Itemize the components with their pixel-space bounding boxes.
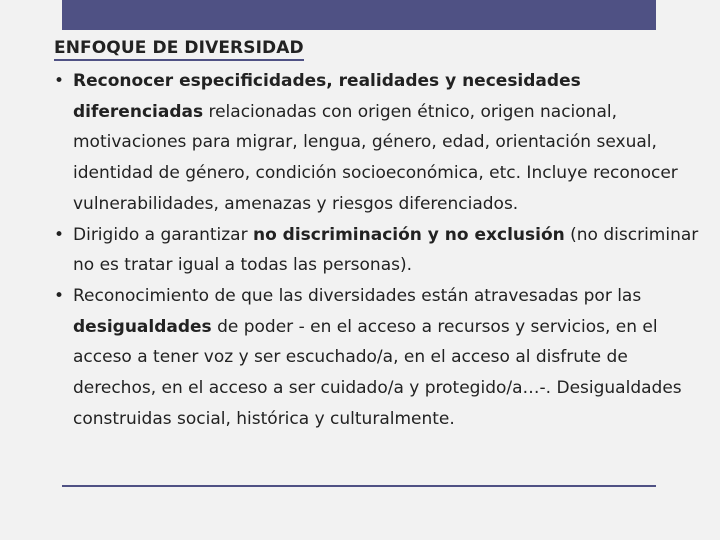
- bold-phrase: desigualdades: [73, 316, 212, 337]
- header-decor-bar: [62, 0, 656, 30]
- bullet-dot-icon: •: [54, 224, 65, 245]
- text-run: Dirigido a garantizar: [73, 224, 253, 245]
- text-run: relacionadas con origen étnico, origen nacional, motivaciones para migrar, lengua, género, edad, orientación sexual, identidad de género, condición socioeconómica, etc. Incluye reconocer vulnerabilidades, amenazas y riesgos diferenciados.: [73, 101, 678, 214]
- footer-divider: [62, 485, 656, 487]
- bullet-dot-icon: •: [54, 285, 65, 306]
- bullet-dot-icon: •: [54, 71, 65, 91]
- page-title: ENFOQUE DE DIVERSIDAD: [54, 37, 304, 61]
- text-run: de poder - en el acceso a recursos y servicios, en el acceso a tener voz y ser escuchado/a, en el acceso al disfrute de derechos, en el acceso a ser cuidado/a y protegido/a…-. Desigualdades construidas social, histórica y culturalmente.: [73, 316, 682, 429]
- bold-phrase: no discriminación y no exclusión: [252, 224, 565, 245]
- bullet-list: [54, 66, 704, 434]
- bullet-item: [54, 220, 704, 281]
- bullet-item: [54, 281, 704, 435]
- bullet-text: [73, 66, 704, 220]
- text-run: (no discriminar no es tratar igual a todas las personas).: [73, 224, 699, 276]
- bold-phrase: Reconocer especificidades, realidades y necesidades diferenciadas: [73, 71, 581, 122]
- bullet-text: [73, 220, 704, 281]
- bullet-text: [73, 281, 704, 435]
- text-run: Reconocimiento de que las diversidades están atravesadas por las: [73, 285, 642, 306]
- bullet-item: [54, 66, 704, 220]
